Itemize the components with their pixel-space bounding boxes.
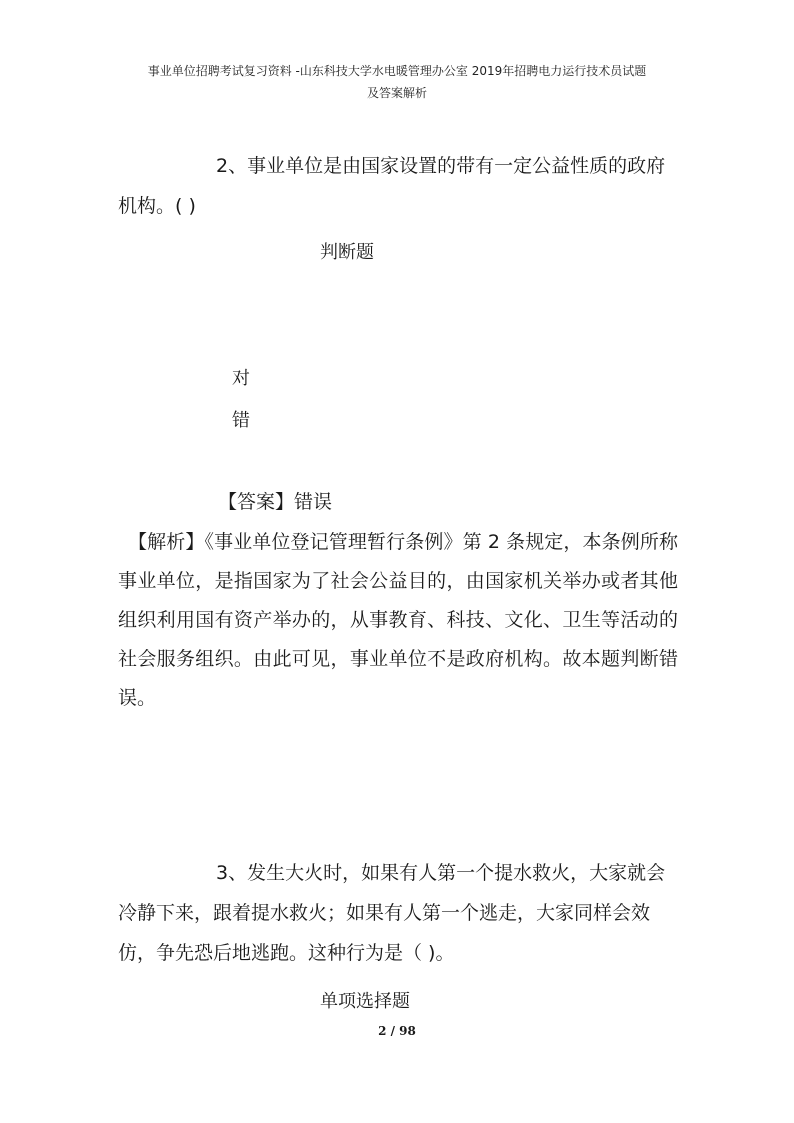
question-3-type: 单项选择题	[320, 991, 410, 1012]
question-2-type: 判断题	[320, 242, 374, 263]
question-3-text: 3、发生大火时，如果有人第一个提水救火，大家就会冷静下来，跟着提水救火；如果有人第一个逃走，大家同样会效仿，争先恐后地逃跑。这种行为是（ )。	[118, 862, 666, 964]
header-line-1: 事业单位招聘考试复习资料 -山东科技大学水电暖管理办公室 2019年招聘电力运行技术员试题	[147, 64, 647, 78]
page-header	[100, 60, 694, 104]
page-number: 2 / 98	[378, 1024, 416, 1038]
analysis-body: 【解析】《事业单位登记管理暂行条例》第 2 条规定，本条例所称事业单位，是指国家为了社会公益目的，由国家机关举办或者其他组织利用国有资产举办的，从事教育、科技、文化、卫生等活动的社会服务组织。由此可见，事业单位不是政府机构。故本题判断错误。	[118, 531, 678, 709]
answer-text: 【答案】错误	[218, 491, 333, 513]
option-true[interactable]: 对	[232, 368, 250, 389]
option-false[interactable]: 错	[232, 410, 250, 431]
header-line-2: 及答案解析	[366, 86, 427, 100]
question-2-text: 2、事业单位是由国家设置的带有一定公益性质的政府机构。( )	[118, 155, 666, 217]
analysis-text	[118, 523, 678, 718]
